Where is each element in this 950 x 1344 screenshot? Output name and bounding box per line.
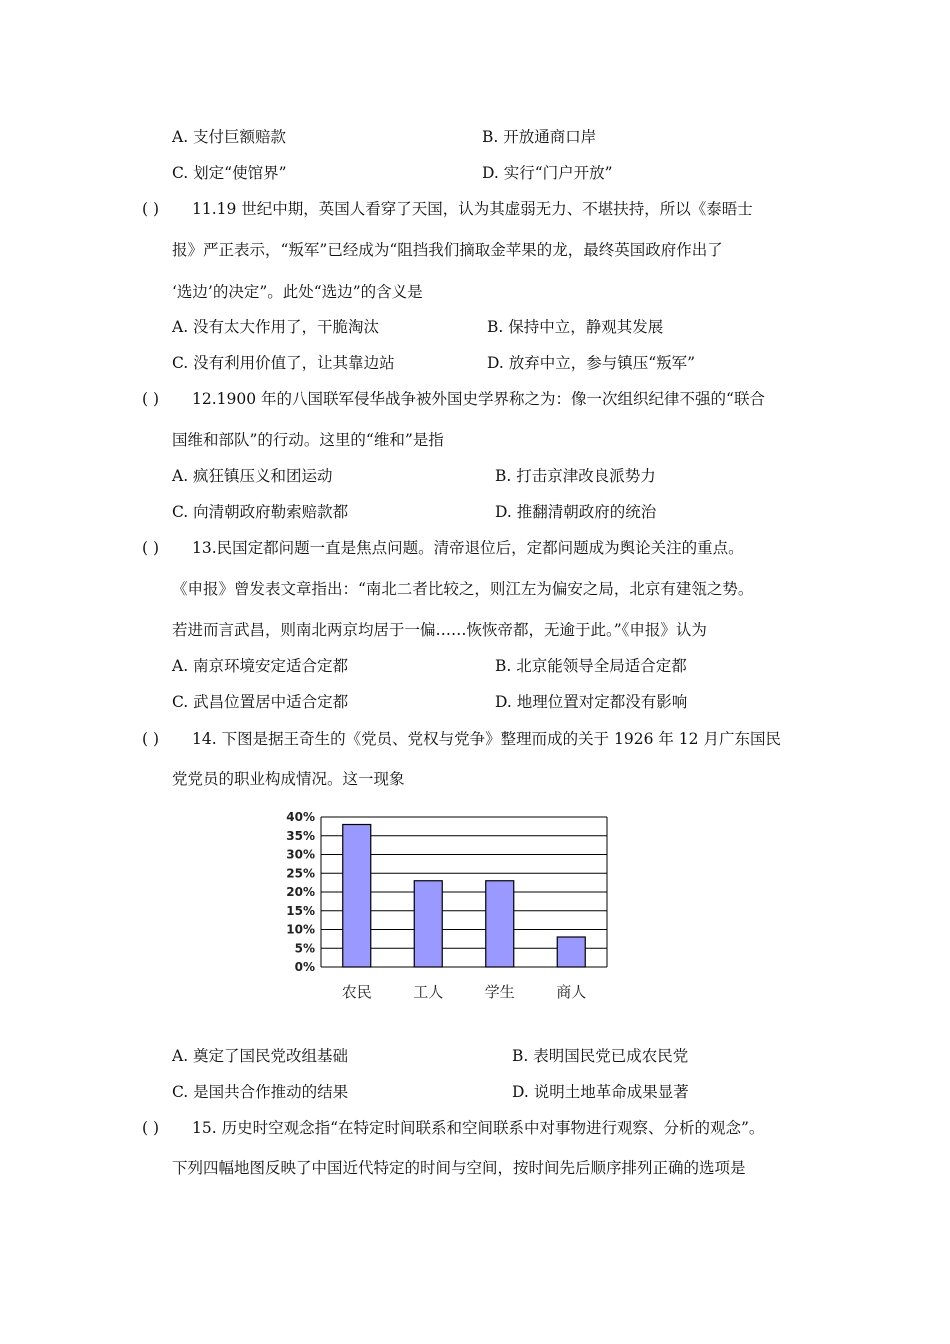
q10-option-a: A. 支付巨额赔款 <box>172 128 287 146</box>
q15-answer-paren: ( ) <box>142 1119 160 1137</box>
q13-option-a: A. 南京环境安定适合定都 <box>172 657 349 675</box>
x-tick-label: 学生 <box>484 983 515 1001</box>
q13-option-c: C. 武昌位置居中适合定都 <box>172 693 349 711</box>
bar-工人 <box>414 881 442 967</box>
x-tick-label: 商人 <box>556 983 587 1001</box>
q10-option-c: C. 划定“使馆界” <box>172 164 287 182</box>
q10-option-d: D. 实行“门户开放” <box>482 164 613 182</box>
q14-option-d: D. 说明土地革命成果显著 <box>512 1083 689 1101</box>
q14-stem-line1: 14. 下图是据王奇生的《党员、党权与党争》整理而成的关于 1926 年 12 月广东国民 <box>192 730 781 748</box>
q11-answer-paren: ( ) <box>142 200 160 218</box>
q13-stem-line3: 若进而言武昌，则南北两京均居于一偏……恢恢帝都，无逾于此。”《申报》认为 <box>172 621 707 639</box>
y-tick-label: 25% <box>286 866 315 881</box>
q11-option-d: D. 放弃中立，参与镇压“叛军” <box>487 354 696 372</box>
x-tick-label: 农民 <box>341 983 372 1001</box>
q12-answer-paren: ( ) <box>142 390 160 408</box>
q11-option-c: C. 没有利用价值了，让其靠边站 <box>172 354 395 372</box>
y-tick-label: 10% <box>286 922 315 937</box>
y-tick-label: 15% <box>286 903 315 918</box>
bar-农民 <box>343 825 371 968</box>
q11-stem-line1: 11.19 世纪中期，英国人看穿了天国，认为其虚弱无力、不堪扶持，所以《泰晤士 <box>192 200 753 218</box>
q11-option-b: B. 保持中立，静观其发展 <box>487 318 664 336</box>
q14-option-a: A. 奠定了国民党改组基础 <box>172 1047 349 1065</box>
q14-stem-line2: 党党员的职业构成情况。这一现象 <box>172 770 405 788</box>
q15-stem-line1: 15. 历史时空观念指“在特定时间联系和空间联系中对事物进行观察、分析的观念”。 <box>192 1119 765 1137</box>
q13-option-b: B. 北京能领导全局适合定都 <box>495 657 687 675</box>
q12-stem-line1: 12.1900 年的八国联军侵华战争被外国史学界称之为：像一次组织纪律不强的“联合 <box>192 390 765 408</box>
y-tick-label: 30% <box>286 847 315 862</box>
q12-option-b: B. 打击京津改良派势力 <box>495 467 656 485</box>
y-tick-label: 20% <box>286 885 315 899</box>
bar-学生 <box>486 881 514 967</box>
bar-商人 <box>557 937 585 967</box>
q13-stem-line2: 《申报》曾发表文章指出：“南北二者比较之，则江左为偏安之局，北京有建瓴之势。 <box>172 580 754 598</box>
q12-option-d: D. 推翻清朝政府的统治 <box>495 503 657 521</box>
y-tick-label: 35% <box>286 828 315 843</box>
q11-option-a: A. 没有太大作用了，干脆淘汰 <box>172 318 380 336</box>
y-tick-label: 0% <box>294 960 315 974</box>
q13-option-d: D. 地理位置对定都没有影响 <box>495 693 688 711</box>
q14-option-c: C. 是国共合作推动的结果 <box>172 1083 349 1101</box>
q12-option-c: C. 向清朝政府勒索赔款都 <box>172 503 349 521</box>
occupation-bar-chart <box>265 805 625 1005</box>
q11-stem-line2: 报》严正表示，“叛军”已经成为“阻挡我们摘取金苹果的龙，最终英国政府作出了 <box>172 241 723 259</box>
q15-stem-line2: 下列四幅地图反映了中国近代特定的时间与空间，按时间先后顺序排列正确的选项是 <box>172 1159 746 1177</box>
x-tick-label: 工人 <box>413 983 444 1001</box>
q13-stem-line1: 13.民国定都问题一直是焦点问题。清帝退位后，定都问题成为舆论关注的重点。 <box>192 539 744 557</box>
q12-stem-line2: 国维和部队”的行动。这里的“维和”是指 <box>172 431 444 449</box>
q10-option-b: B. 开放通商口岸 <box>482 128 597 146</box>
q14-option-b: B. 表明国民党已成农民党 <box>512 1047 689 1065</box>
q12-option-a: A. 疯狂镇压义和团运动 <box>172 467 333 485</box>
y-tick-label: 40% <box>286 810 315 824</box>
y-tick-label: 5% <box>294 941 315 956</box>
q14-answer-paren: ( ) <box>142 730 160 748</box>
q13-answer-paren: ( ) <box>142 539 160 557</box>
q11-stem-line3: ‘选边’的决定”。此处“选边”的含义是 <box>172 283 423 301</box>
